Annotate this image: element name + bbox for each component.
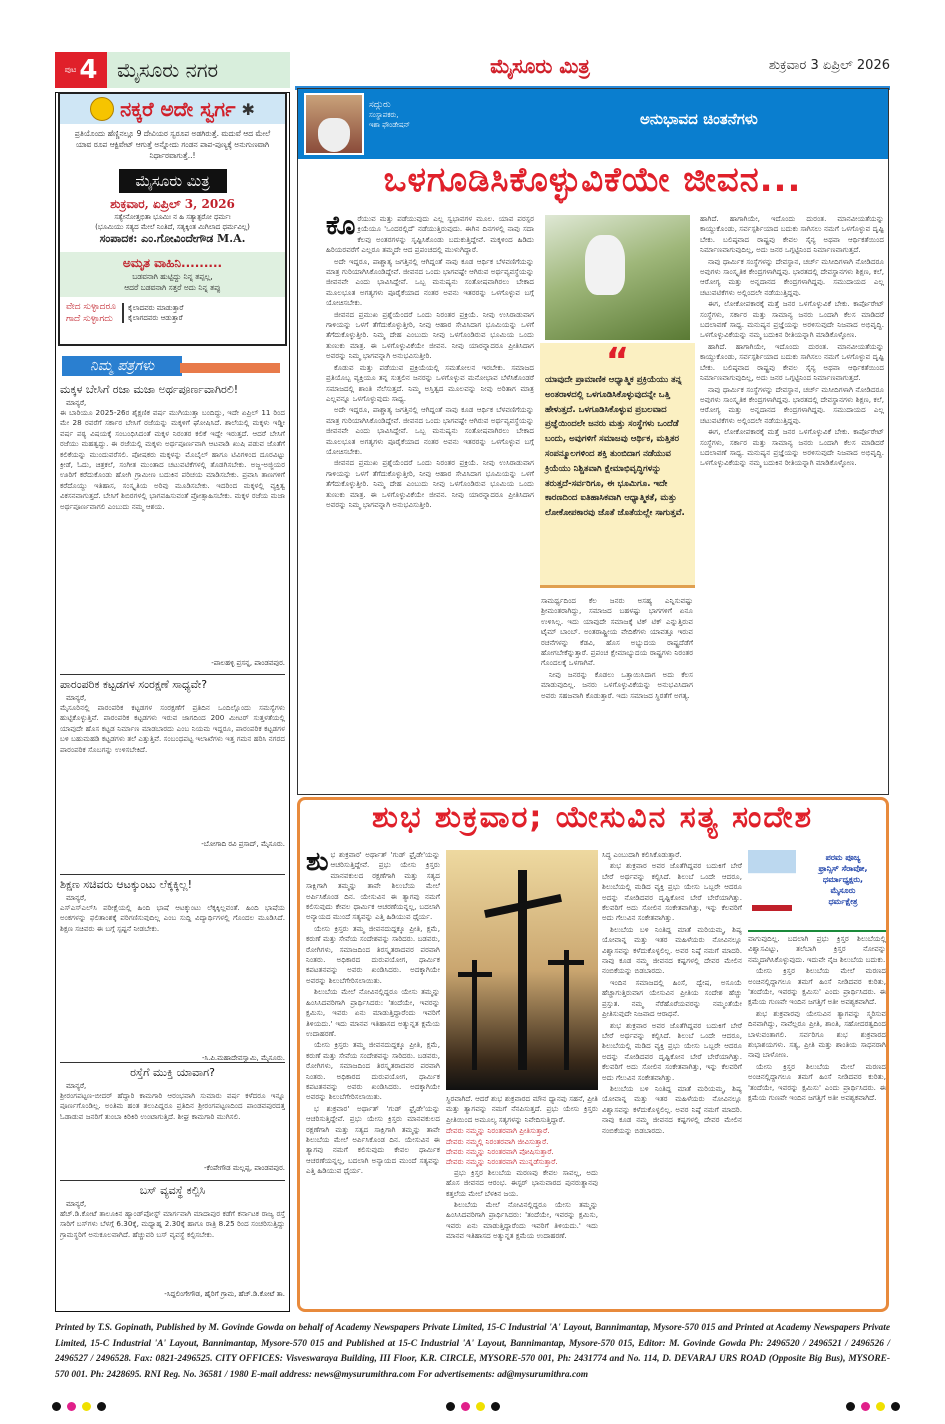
letter-title: ಬಸ್ ವ್ಯವಸ್ಥೆ ಕಲ್ಪಿಸಿ [60, 1180, 285, 1198]
section-name: ಮೈಸೂರು ನಗರ [117, 58, 219, 82]
crucifixion-image [446, 850, 598, 1090]
pull-quote: “ ಯಾವುದೇ ಪ್ರಾಮಾಣಿಕ ಆಧ್ಯಾತ್ಮಿಕ ಪ್ರಕ್ರಿಯೆಯು ತನ್ನ ಅಂತರಾಳದಲ್ಲಿ ಒಳಗೂಡಿಸಿಕೊಳ್ಳುವುದನ್ನೇ ಒತ್ತಿ ಹೇಳುತ್ತದೆ. ಒಳಗೂಡಿಸಿಕೊಳ್ಳುವ ಪ್ರಬಲವಾದ ಪ್ರಜ್ಞೆಯಿಂದಲೇ ಜನರು ಮತ್ತು ಸಂಸ್ಥೆಗಳು ಒಂದೆಡೆ ಬಂದು, ಅವುಗಳಿಗೆ ಸಮಾಜವು ಆರ್ಥಿಕ, ಮತ್ತಿತರ ಸಂಪನ್ಮೂಲಗಳಿಂದ ಶಕ್ತಿ ತುಂಬಿದಾಗ ನಡೆಯುವ ಕ್ರಿಯೆಯು ನಿಶ್ಚಿತವಾಗಿ ಕ್ಷೇಮಾಭಿವೃದ್ಧಿಗಳನ್ನು ತರುತ್ತದೆ-ಸರ್ವರಿಗೂ, ಈ ಭೂಮಿಗೂ. ಇದೇ ಕಾರಣದಿಂದ ಐತಿಹಾಸಿಕವಾಗಿ ಆಧ್ಯಾತ್ಮಿಕತೆ, ಮತ್ತು ಲೋಕೋಪಕಾರವು ಜೊತೆ ಜೊತೆಯಲ್ಲೇ ಸಾಗುತ್ತವೆ. [540, 343, 695, 588]
article-column: ವಾಗುವುದಿಲ್ಲ. ಬದಲಾಗಿ ಪ್ರಭು ಕ್ರಿಸ್ತರ ಶಿಲುಬೆಯಲ್ಲಿ ವಿಶ್ವಾಸವಿಟ್ಟು, ತಲೆಬಾಗಿ ಕ್ರಿಸ್ತರ ನೋವನ್ನು ನಮ್ಮದಾಗಿಸಿಕೊಳ್ಳುವುದು. ಇದುವೇ ನೈಜ ಶಿಲುಬೆಯ ಬದುಕು. ಯೇಸು ಕ್ರಿಸ್ತರ ಶಿಲುಬೆಯ ಮೇಲೆ ಮರಣದ ಅಂಚಿನಲ್ಲಿದ್ದಾಗಲೂ ತಮಗೆ ಹಿಂಸೆ ನೀಡಿದವರ ಕುರಿತು, 'ತಂದೆಯೇ, ಇವರನ್ನು ಕ್ಷಮಿಸು' ಎಂದು ಪ್ರಾರ್ಥಿಸಿದರು. ಈ ಕ್ಷಮೆಯ ಗುಣವೇ ಇಂದಿನ ಜಗತ್ತಿಗೆ ಅತೀ ಅವಶ್ಯಕವಾಗಿದೆ. ಶುಭ ಶುಕ್ರವಾರವು ಯೇಸುವಿನ ತ್ಯಾಗವನ್ನು ಸ್ಮರಿಸುವ ದಿನವಾಗಿದ್ದು, ನಾವೆಲ್ಲರೂ ಪ್ರೀತಿ, ಶಾಂತಿ, ಸಹೋದರತ್ವದಿಂದ ಬಾಳುವಂತಾಗಲಿ. ಸರ್ವರಿಗೂ ಶುಭ ಶುಕ್ರವಾರದ ಶುಭಾಶಯಗಳು. ಸತ್ಯ, ಪ್ರೀತಿ ಮತ್ತು ಶಾಂತಿಯ ಸಾಧನರಾಗಿ ನಾವು ಬಾಳೋಣ. ಯೇಸು ಕ್ರಿಸ್ತರ ಶಿಲುಬೆಯ ಮೇಲೆ ಮರಣದ ಅಂಚಿನಲ್ಲಿದ್ದಾಗಲೂ ತಮಗೆ ಹಿಂಸೆ ನೀಡಿದವರ ಕುರಿತು, 'ತಂದೆಯೇ, ಇವರನ್ನು ಕ್ಷಮಿಸು' ಎಂದು ಪ್ರಾರ್ಥಿಸಿದರು. ಈ ಕ್ಷಮೆಯ ಗುಣವೇ ಇಂದಿನ ಜಗತ್ತಿಗೆ ಅತೀ ಅವಶ್ಯಕವಾಗಿದೆ. [748, 934, 886, 1103]
article-column: ಸ್ಥಿರವಾಗಿದೆ. ಆದರೆ ಶುಭ ಶುಕ್ರವಾರದ ಮೌನ ಧ್ಯಾನವು ಸಹನೆ, ಪ್ರೀತಿ ಮತ್ತು ತ್ಯಾಗವನ್ನು ನಮಗೆ ನೆನಪಿಸುತ್ತದೆ. ಪ್ರಭು ಯೇಸು ಕ್ರಿಸ್ತರು ಪ್ರೀತಿಯಿಂದ ಅಮೂಲ್ಯ ಸತ್ಯಗಳನ್ನು ನಿವೇದಿಸುತ್ತಿದ್ದಾರೆ. ದೇವರು ನಮ್ಮನ್ನು ನಿರಂತರವಾಗಿ ಪ್ರೀತಿಸುತ್ತಾರೆ. ದೇವರು ನಮ್ಮಲ್ಲಿ ನಿರಂತರವಾಗಿ ಜೀವಿಸುತ್ತಾರೆ. ದೇವರು ನಮ್ಮನ್ನು ನಿರಂತರವಾಗಿ ಪೋಷಿಸುತ್ತಾರೆ. ದೇವರು ನಮ್ಮನ್ನು ನಿರಂತರವಾಗಿ ಮುನ್ನಡೆಸುತ್ತಾರೆ. ಪ್ರಭು ಕ್ರಿಸ್ತರ ಶಿಲುಬೆಯ ಮರಣವು ಕೇವಲ ಸಾವಲ್ಲ, ಅದು ಹೊಸ ಜೀವನದ ಆರಂಭ. ಈಸ್ಟರ್ ಭಾನುವಾರದ ಪುನರುತ್ಥಾನವು ಕತ್ತಲೆಯ ಮೇಲೆ ಬೆಳಕಿನ ಜಯ. ಶಿಲುಬೆಯ ಮೇಲೆ ನೋವಿನಲ್ಲಿದ್ದರೂ ಯೇಸು ತಮ್ಮನ್ನು ಹಿಂಸಿಸಿದವರಿಗಾಗಿ ಪ್ರಾರ್ಥಿಸಿದರು: 'ತಂದೆಯೇ, ಇವರನ್ನು ಕ್ಷಮಿಸು, ಇವರು ಏನು ಮಾಡುತ್ತಿದ್ದಾರೆಂದು ಇವರಿಗೆ ತಿಳಿಯದು.' ಇದು ಮಾನವ ಇತಿಹಾಸದ ಅತ್ಯುನ್ನತ ಕ್ಷಮೆಯ ಉದಾಹರಣೆ. [446, 1094, 598, 1241]
letter-body: ಎಸ್ಎಸ್ಎಲ್‌ಸಿ ಪರೀಕ್ಷೆಯಲ್ಲಿ ಹಿಂದಿ ಭಾಷೆ ಆಟಕ್ಕುಂಟು ಲೆಕ್ಕಕ್ಕಿಲ್ಲವಂತೆ. ಹಿಂದಿ ಭಾಷೆಯ ಅಂಕಗಳನ್ನು ಫಲಿತಾಂಶಕ್ಕೆ ಪರಿಗಣಿಸುವುದಿಲ್ಲ ಎಂಬ ಸುದ್ದಿ ವಿದ್ಯಾರ್ಥಿಗಳಲ್ಲಿ ಗೊಂದಲ ಮೂಡಿಸಿದೆ. ಶಿಕ್ಷಣ ಸಚಿವರು ಈ ಬಗ್ಗೆ ಸ್ಪಷ್ಟನೆ ನೀಡಬೇಕು. [60, 903, 285, 933]
amrita-vahini: ಅಮೃತ ವಾಹಿನಿ......... ಬಡವನಾಗಿ ಹುಟ್ಟಿದ್ದು ನಿನ್ನ ತಪ್ಪಲ್ಲ, ಆದರೆ ಬಡವನಾಗಿ ಸತ್ತರೆ ಅದು ನಿನ್ನ ತಪ್ಪು [60, 252, 285, 297]
registration-marks [846, 1402, 900, 1411]
bishop-photo [748, 850, 796, 926]
letter-signature: -ಪಾಲಹಳ್ಳಿ ಪ್ರಸನ್ನ, ಪಾಂಡವಪುರ. [211, 659, 285, 667]
author-caption: ಸದ್ಗುರು ಸಂಸ್ಥಾಪಕರು, ಇಶಾ ಫೌಂಡೇಷನ್ [369, 100, 410, 129]
letter-title: ಪಾರಂಪರಿಕ ಕಟ್ಟಡಗಳ ಸಂರಕ್ಷಣೆ ಸಾಧ್ಯವೇ? [60, 674, 285, 692]
page-number: 4 [79, 55, 98, 85]
highlight-line: ದೇವರು ನಮ್ಮಲ್ಲಿ ನಿರಂತರವಾಗಿ ಜೀವಿಸುತ್ತಾರೆ. [446, 1136, 549, 1146]
letters-banner: ನಿಮ್ಮ ಪತ್ರಗಳು [62, 356, 182, 376]
article-column: ಸಾಮರ್ಥ್ಯದಿಂದ ಕೆಲ ಜನರು ಅಸಹ್ಯ ಎನ್ನಿಸುವಷ್ಟು ಶ್ರೀಮಂತರಾಗಿದ್ದು, ಸಮಾಜದ ಬಹಳಷ್ಟು ಭಾಗಗಳಿಗೆ ಏನೂ ಉಳಿಸಿಲ್ಲ. ಇದು ಯಾವುದೇ ಸಮಾಜಕ್ಕೆ ಟಿಕ್ ಟಿಕ್ ಎನ್ನುತ್ತಿರುವ ಟೈಮ್ ಬಾಂಬ್. ಅಂತರಾಷ್ಟ್ರೀಯ ವೇದಿಕೆಗಳು ಯಾವತ್ತೂ ಇರುವ ರಚನೆಗಳನ್ನು ಕೆಡವಿ, ಹೊಸ ಅಭ್ಯುದಯ ರಾಷ್ಟ್ರದೆಡೆಗೆ ಹೋಗಬೇಕೆನ್ನುತ್ತಾರೆ. ಪ್ರಪಂಚ ಕ್ಷೇಮಾಭ್ಯುದಯ ರಾಷ್ಟ್ರಗಳು ನಿರಂತರ ಗೊಂದಲಕ್ಕೆ ಒಳಗಾಗಿವೆ. ನೀವು ಜನರನ್ನು ಕೊಡಲು ಒತ್ತಾಯಿಸಿದಾಗ ಅದು ಕೆಲಸ ಮಾಡುವುದಿಲ್ಲ. ಜನರು ಒಳಗೊಳ್ಳುವಿಕೆಯನ್ನು ಅನುಭವಿಸಿದಾಗ ಅವರು ಸಹಜವಾಗಿ ಕೊಡುತ್ತಾರೆ. ಇದು ಸಮಾಜದ ಸ್ಥಿರತೆಗೆ ಅಗತ್ಯ. [541, 596, 693, 700]
proverb: ವೇದ ಸುಳ್ಳಾದರೂ ಗಾದೆ ಸುಳ್ಳಾಗದು ಕೈಲಾದವರು ಮಾಡುತ್ತಾರೆ ಕೈಲಾಗದವರು ಆಡುತ್ತಾರೆ [66, 302, 184, 324]
letter-signature: -ಬೋಗಾದಿ ರವಿ ಪ್ರಸಾದ್, ಮೈಸೂರು. [201, 840, 285, 848]
laughing-face-icon [90, 97, 114, 121]
cross-icon [518, 870, 527, 1070]
author-photo-beard [318, 118, 350, 152]
drop-cap: ಕೊ [326, 214, 356, 241]
imprint-footer: Printed by T.S. Gopinath, Published by M. Govinde Gowda on behalf of Academy Newspapers Private Limited, 15-C Industrial 'A' Layout, Bannimantap, Mysore-570 015 and Printed at Academy Newspapers Private Limited, 15-C Industrial 'A' Layout, Bannimantap, Mysore-570 015 and Published at 15-C Industrial 'A' Layout, Bannimantap, Mysore-570 015, Editor: M. Govinde Gowda Ph: 2496520 / 2496521 / 2496526 / 2496527 / 2496528. Fax: 0821-2496525. CITY OFFICES: Visveswaraya Building, III Floor, K.R. CIRCLE, MYSORE-570 001, Ph: 2431774 and No. 114, D. DEVARAJ URS ROAD (Opposite Big Bus), MYSORE-570 001. Ph: 2428695. RNI Reg. No. 36581 / 1980 E-mail address: news@mysurumithra.com For advertisements: ad@mysurumithra.com [55, 1323, 890, 1380]
letters-banner-bar [180, 363, 280, 373]
letter-signature: -ಸಿದ್ದಲಿಂಗೇಗೌಡ, ಹೈರಿಗೆ ಗ್ರಾಮ, ಹೆಚ್.ಡಿ.ಕೋಟೆ ತಾ. [164, 1290, 285, 1298]
letter: ಪಾರಂಪರಿಕ ಕಟ್ಟಡಗಳ ಸಂರಕ್ಷಣೆ ಸಾಧ್ಯವೇ? ಮಾನ್ಯರೆ, ಮೈಸೂರಿನಲ್ಲಿ ಪಾರಂಪರಿಕ ಕಟ್ಟಡಗಳ ಸಂರಕ್ಷಣೆಗೆ ಪ್ರತಿದಿನ ಒಂದಿಲ್ಲೊಂದು ಸಮಸ್ಯೆಗಳು ಹುಟ್ಟಿಕೊಳ್ಳುತ್ತಿವೆ. ಪಾರಂಪರಿಕ ಕಟ್ಟಡಗಳು ಇರುವ ಜಾಗದಿಂದ 200 ಮೀಟರ್ ಸುತ್ತಳತೆಯಲ್ಲಿ ಯಾವುದೇ ಹೊಸ ಕಟ್ಟಡ ನಿರ್ಮಾಣ ಮಾಡಬಾರದು ಎಂಬ ನಿಯಮ ಇದ್ದರೂ, ಪಾರಂಪರಿಕ ಕಟ್ಟಡಗಳ ಬಳಿ ಬಹುಮಹಡಿ ಕಟ್ಟಡಗಳು ತಲೆ ಎತ್ತುತ್ತಿವೆ. ಸಂಬಂಧಪಟ್ಟ ಇಲಾಖೆಗಳು ಇತ್ತ ಗಮನ ಹರಿಸಿ ನಗರದ ಪಾರಂಪರಿಕ ಸೊಬಗನ್ನು ಉಳಿಸಬೇಕಿದೆ. -ಬೋಗಾದಿ ರವಿ ಪ್ರಸಾದ್, ಮೈಸೂರು. [60, 674, 285, 860]
letter-body: ಹೆಚ್.ಡಿ.ಕೋಟೆ ತಾಲೂಕಿನ ಹ್ಯಾಂಡ್‌ಪೋಸ್ಟ್ ಮಾರ್ಗವಾಗಿ ಮಾದಾಪುರ ಕಡೆಗೆ ಕರ್ನಾಟಕ ರಾಜ್ಯ ರಸ್ತೆ ಸಾರಿಗೆ ಬಸ್‌ಗಳು ಬೆಳಗ್ಗೆ 6.30ಕ್ಕೆ, ಮಧ್ಯಾಹ್ನ 2.30ಕ್ಕೆ ಹಾಗೂ ರಾತ್ರಿ 8.25 ರಿಂದ ಸಂಚರಿಸುತ್ತಿದ್ದು ಗ್ರಾಮಸ್ಥರಿಗೆ ಅನುಕೂಲವಾಗಿದೆ. ಹೆಚ್ಚುವರಿ ಬಸ್ ವ್ಯವಸ್ಥೆ ಕಲ್ಪಿಸಬೇಕು. [60, 1209, 285, 1239]
article-column: ಶು ಭ ಶುಕ್ರವಾರ' ಅರ್ಥಾತ್ 'ಗುಡ್ ಫ್ರೈಡೇ'ಯನ್ನು ಆಚರಿಸುತ್ತಿದ್ದೇವೆ. ಪ್ರಭು ಯೇಸು ಕ್ರಿಸ್ತರು ಮಾನವಕುಲದ ರಕ್ಷಣೆಗಾಗಿ ಮತ್ತು ಸತ್ಯದ ಸಾಕ್ಷಿಗಾಗಿ ತಮ್ಮನ್ನು ತಾವೇ ಶಿಲುಬೆಯ ಮೇಲೆ ಅರ್ಪಿಸಿಕೊಂಡ ದಿನ. ಯೇಸುವಿನ ಈ ತ್ಯಾಗವು ನಮಗೆ ಕಲಿಸುವುದು ಕೇವಲ ಧಾರ್ಮಿಕ ಆಚರಣೆಯನ್ನಲ್ಲ, ಬದಲಾಗಿ ಅನ್ಯಾಯದ ಮುಂದೆ ಸತ್ಯವನ್ನು ಎತ್ತಿ ಹಿಡಿಯುವ ಧೈರ್ಯ. ಯೇಸು ಕ್ರಿಸ್ತರು ತಮ್ಮ ಜೀವನದುದ್ದಕ್ಕೂ ಪ್ರೀತಿ, ಕ್ಷಮೆ, ಕರುಣೆ ಮತ್ತು ಸೇವೆಯ ಸಂದೇಶವನ್ನು ಸಾರಿದರು. ಬಡವರು, ರೋಗಿಗಳು, ಸಮಾಜದಿಂದ ತಿರಸ್ಕೃತರಾದವರ ಪರವಾಗಿ ನಿಂತರು. ಅಧಿಕಾರದ ದುರುಪಯೋಗ, ಧಾರ್ಮಿಕ ಕಪಟತನವನ್ನು ಅವರು ಖಂಡಿಸಿದರು. ಅದಕ್ಕಾಗಿಯೇ ಅವರನ್ನು ಶಿಲುಬೆಗೇರಿಸಲಾಯಿತು. ಶಿಲುಬೆಯ ಮೇಲೆ ನೋವಿನಲ್ಲಿದ್ದರೂ ಯೇಸು ತಮ್ಮನ್ನು ಹಿಂಸಿಸಿದವರಿಗಾಗಿ ಪ್ರಾರ್ಥಿಸಿದರು: 'ತಂದೆಯೇ, ಇವರನ್ನು ಕ್ಷಮಿಸು, ಇವರು ಏನು ಮಾಡುತ್ತಿದ್ದಾರೆಂದು ಇವರಿಗೆ ತಿಳಿಯದು.' ಇದು ಮಾನವ ಇತಿಹಾಸದ ಅತ್ಯುನ್ನತ ಕ್ಷಮೆಯ ಉದಾಹರಣೆ. ಯೇಸು ಕ್ರಿಸ್ತರು ತಮ್ಮ ಜೀವನದುದ್ದಕ್ಕೂ ಪ್ರೀತಿ, ಕ್ಷಮೆ, ಕರುಣೆ ಮತ್ತು ಸೇವೆಯ ಸಂದೇಶವನ್ನು ಸಾರಿದರು. ಬಡವರು, ರೋಗಿಗಳು, ಸಮಾಜದಿಂದ ತಿರಸ್ಕೃತರಾದವರ ಪರವಾಗಿ ನಿಂತರು. ಅಧಿಕಾರದ ದುರುಪಯೋಗ, ಧಾರ್ಮಿಕ ಕಪಟತನವನ್ನು ಅವರು ಖಂಡಿಸಿದರು. ಅದಕ್ಕಾಗಿಯೇ ಅವರನ್ನು ಶಿಲುಬೆಗೇರಿಸಲಾಯಿತು. ಭ ಶುಕ್ರವಾರ' ಅರ್ಥಾತ್ 'ಗುಡ್ ಫ್ರೈಡೇ'ಯನ್ನು ಆಚರಿಸುತ್ತಿದ್ದೇವೆ. ಪ್ರಭು ಯೇಸು ಕ್ರಿಸ್ತರು ಮಾನವಕುಲದ ರಕ್ಷಣೆಗಾಗಿ ಮತ್ತು ಸತ್ಯದ ಸಾಕ್ಷಿಗಾಗಿ ತಮ್ಮನ್ನು ತಾವೇ ಶಿಲುಬೆಯ ಮೇಲೆ ಅರ್ಪಿಸಿಕೊಂಡ ದಿನ. ಯೇಸುವಿನ ಈ ತ್ಯಾಗವು ನಮಗೆ ಕಲಿಸುವುದು ಕೇವಲ ಧಾರ್ಮಿಕ ಆಚರಣೆಯನ್ನಲ್ಲ, ಬದಲಾಗಿ ಅನ್ಯಾಯದ ಮುಂದೆ ಸತ್ಯವನ್ನು ಎತ್ತಿ ಹಿಡಿಯುವ ಧೈರ್ಯ. [306, 850, 440, 1176]
letter: ಶಿಕ್ಷಣ ಸಚಿವರು ಆಟಕ್ಕುಂಟು ಲೆಕ್ಕಕ್ಕಿಲ್ಲ! ಮಾನ್ಯರೆ, ಎಸ್ಎಸ್ಎಲ್‌ಸಿ ಪರೀಕ್ಷೆಯಲ್ಲಿ ಹಿಂದಿ ಭಾಷೆ ಆಟಕ್ಕುಂಟು ಲೆಕ್ಕಕ್ಕಿಲ್ಲವಂತೆ. ಹಿಂದಿ ಭಾಷೆಯ ಅಂಕಗಳನ್ನು ಫಲಿತಾಂಶಕ್ಕೆ ಪರಿಗಣಿಸುವುದಿಲ್ಲ ಎಂಬ ಸುದ್ದಿ ವಿದ್ಯಾರ್ಥಿಗಳಲ್ಲಿ ಗೊಂದಲ ಮೂಡಿಸಿದೆ. ಶಿಕ್ಷಣ ಸಚಿವರು ಈ ಬಗ್ಗೆ ಸ್ಪಷ್ಟನೆ ನೀಡಬೇಕು. -ಸಿ.ಪಿ.ಮಹಾದೇವಸ್ವಾಮಿ, ಮೈಸೂರು. [60, 874, 285, 1074]
letter-signature: -ಸಿ.ಪಿ.ಮಹಾದೇವಸ್ವಾಮಿ, ಮೈಸೂರು. [201, 1054, 285, 1062]
registration-marks [52, 1402, 106, 1411]
masthead-logo: ಮೈಸೂರು ಮಿತ್ರ [490, 54, 590, 78]
letter-body: ಮೈಸೂರಿನಲ್ಲಿ ಪಾರಂಪರಿಕ ಕಟ್ಟಡಗಳ ಸಂರಕ್ಷಣೆಗೆ ಪ್ರತಿದಿನ ಒಂದಿಲ್ಲೊಂದು ಸಮಸ್ಯೆಗಳು ಹುಟ್ಟಿಕೊಳ್ಳುತ್ತಿವೆ. ಪಾರಂಪರಿಕ ಕಟ್ಟಡಗಳು ಇರುವ ಜಾಗದಿಂದ 200 ಮೀಟರ್ ಸುತ್ತಳತೆಯಲ್ಲಿ ಯಾವುದೇ ಹೊಸ ಕಟ್ಟಡ ನಿರ್ಮಾಣ ಮಾಡಬಾರದು ಎಂಬ ನಿಯಮ ಇದ್ದರೂ, ಪಾರಂಪರಿಕ ಕಟ್ಟಡಗಳ ಬಳಿ ಬಹುಮಹಡಿ ಕಟ್ಟಡಗಳು ತಲೆ ಎತ್ತುತ್ತಿವೆ. ಸಂಬಂಧಪಟ್ಟ ಇಲಾಖೆಗಳು ಇತ್ತ ಗಮನ ಹರಿಸಿ ನಗರದ ಪಾರಂಪರಿಕ ಸೊಬಗನ್ನು ಉಳಿಸಬೇಕಿದೆ. [60, 703, 285, 754]
joke-text: ಪ್ರತಿಯೊಂದು ಹೆಣ್ಣಿನಲ್ಲೂ 9 ದೇವಿಯರ ಸ್ವರೂಪ ಅಡಗಿರುತ್ತೆ. ಮದುವೆ ಆದ ಮೇಲೆ ಯಾವ ರೂಪ ಆಕ್ಟಿವೇಟ್ ಆಗುತ್ತೆ ಅನ್ನೋದು ಗಂಡನ ಪಾಪ-ಪುಣ್ಯಕ್ಕೆ ಅನುಗುಣವಾಗಿ ನಿರ್ಧಾರವಾಗುತ್ತೆ..! [74, 129, 271, 160]
article-column: ಹಾಗಿದೆ. ಹಾಗಾಗಿಯೇ, ಇದೊಂದು ದುರಂತ. ಮಾನವೀಯತೆಯನ್ನು ಕಾಯ್ದುಕೊಂಡು, ಸರ್ವಸ್ಪರ್ಶಿಯಾದ ಬದುಕು ಸಾಗಿಸಲು ನಮಗೆ ಒಳಗೊಳ್ಳುವ ದೃಷ್ಟಿ ಬೇಕು. ಬಲಿಷ್ಠವಾದ ರಾಷ್ಟ್ರವು ಕೇವಲ ಸೈನ್ಯ ಅಥವಾ ಆರ್ಥಿಕತೆಯಿಂದ ನಿರ್ಮಾಣವಾಗುವುದಿಲ್ಲ, ಅದು ಜನರ ಒಗ್ಗಟ್ಟಿನಿಂದ ನಿರ್ಮಾಣವಾಗುತ್ತದೆ. ನಾವು ಧಾರ್ಮಿಕ ಸಂಸ್ಥೆಗಳನ್ನು ದೇವಸ್ಥಾನ, ಚರ್ಚ್ ಮಸೀದಿಗಳಾಗಿ ನೋಡಿದರೂ ಅವುಗಳು ಸಾಂಸ್ಕೃತಿಕ ಕೇಂದ್ರಗಳಾಗಿದ್ದವು. ಭಾರತದಲ್ಲಿ ದೇವಸ್ಥಾನಗಳು ಶಿಕ್ಷಣ, ಕಲೆ, ಆರೋಗ್ಯ ಮತ್ತು ಅನ್ನದಾನದ ಕೇಂದ್ರಗಳಾಗಿದ್ದವು. ಸಮುದಾಯದ ಎಲ್ಲ ಚಟುವಟಿಕೆಗಳು ಅಲ್ಲಿಂದಲೇ ನಡೆಯುತ್ತಿದ್ದವು. ಈಗ, ಲೋಕೋಪಕಾರಕ್ಕೆ ಮತ್ತೆ ಜನರ ಒಳಗೊಳ್ಳುವಿಕೆ ಬೇಕು. ಕಾರ್ಪೊರೇಟ್ ಸಂಸ್ಥೆಗಳು, ಸರ್ಕಾರ ಮತ್ತು ಸಾಮಾನ್ಯ ಜನರು ಒಂದಾಗಿ ಕೆಲಸ ಮಾಡಿದರೆ ಬದಲಾವಣೆ ಸಾಧ್ಯ. ಮನುಷ್ಯನ ಪ್ರಜ್ಞೆಯನ್ನು ಅರಳಿಸುವುದೇ ನಿಜವಾದ ಅಭಿವೃದ್ಧಿ. ಒಳಗೊಳ್ಳುವಿಕೆಯನ್ನು ನಮ್ಮ ಬದುಕಿನ ರೀತಿಯನ್ನಾಗಿ ಮಾಡಿಕೊಳ್ಳೋಣ. ಹಾಗಿದೆ. ಹಾಗಾಗಿಯೇ, ಇದೊಂದು ದುರಂತ. ಮಾನವೀಯತೆಯನ್ನು ಕಾಯ್ದುಕೊಂಡು, ಸರ್ವಸ್ಪರ್ಶಿಯಾದ ಬದುಕು ಸಾಗಿಸಲು ನಮಗೆ ಒಳಗೊಳ್ಳುವ ದೃಷ್ಟಿ ಬೇಕು. ಬಲಿಷ್ಠವಾದ ರಾಷ್ಟ್ರವು ಕೇವಲ ಸೈನ್ಯ ಅಥವಾ ಆರ್ಥಿಕತೆಯಿಂದ ನಿರ್ಮಾಣವಾಗುವುದಿಲ್ಲ, ಅದು ಜನರ ಒಗ್ಗಟ್ಟಿನಿಂದ ನಿರ್ಮಾಣವಾಗುತ್ತದೆ. ನಾವು ಧಾರ್ಮಿಕ ಸಂಸ್ಥೆಗಳನ್ನು ದೇವಸ್ಥಾನ, ಚರ್ಚ್ ಮಸೀದಿಗಳಾಗಿ ನೋಡಿದರೂ ಅವುಗಳು ಸಾಂಸ್ಕೃತಿಕ ಕೇಂದ್ರಗಳಾಗಿದ್ದವು. ಭಾರತದಲ್ಲಿ ದೇವಸ್ಥಾನಗಳು ಶಿಕ್ಷಣ, ಕಲೆ, ಆರೋಗ್ಯ ಮತ್ತು ಅನ್ನದಾನದ ಕೇಂದ್ರಗಳಾಗಿದ್ದವು. ಸಮುದಾಯದ ಎಲ್ಲ ಚಟುವಟಿಕೆಗಳು ಅಲ್ಲಿಂದಲೇ ನಡೆಯುತ್ತಿದ್ದವು. ಈಗ, ಲೋಕೋಪಕಾರಕ್ಕೆ ಮತ್ತೆ ಜನರ ಒಳಗೊಳ್ಳುವಿಕೆ ಬೇಕು. ಕಾರ್ಪೊರೇಟ್ ಸಂಸ್ಥೆಗಳು, ಸರ್ಕಾರ ಮತ್ತು ಸಾಮಾನ್ಯ ಜನರು ಒಂದಾಗಿ ಕೆಲಸ ಮಾಡಿದರೆ ಬದಲಾವಣೆ ಸಾಧ್ಯ. ಮನುಷ್ಯನ ಪ್ರಜ್ಞೆಯನ್ನು ಅರಳಿಸುವುದೇ ನಿಜವಾದ ಅಭಿವೃದ್ಧಿ. ಒಳಗೊಳ್ಳುವಿಕೆಯನ್ನು ನಮ್ಮ ಬದುಕಿನ ರೀತಿಯನ್ನಾಗಿ ಮಾಡಿಕೊಳ್ಳೋಣ. [700, 214, 884, 468]
letter-title: ಶಿಕ್ಷಣ ಸಚಿವರು ಆಟಕ್ಕುಂಟು ಲೆಕ್ಕಕ್ಕಿಲ್ಲ! [60, 874, 285, 892]
highlight-line: ದೇವರು ನಮ್ಮನ್ನು ನಿರಂತರವಾಗಿ ಪ್ರೀತಿಸುತ್ತಾರೆ. [446, 1126, 550, 1136]
editor-name: ಸಂಪಾದಕ: ಎಂ.ಗೋವಿಂದೇಗೌಡ M.A. [99, 232, 246, 245]
bishop-caption: ಪರಮ ಪೂಜ್ಯ ಫ್ರಾನ್ಸಿಸ್ ಸೆರಾವೋ, ಧರ್ಮಾಧ್ಯಕ್ಷರು, ಮೈಸೂರು ಧರ್ಮಕ್ಷೇತ್ರ [818, 853, 868, 906]
mini-masthead: ಮೈಸೂರು ಮಿತ್ರ [119, 169, 227, 193]
letter-title: ರಸ್ತೆಗೆ ಮುಕ್ತಿ ಯಾವಾಗ? [60, 1062, 285, 1080]
article-column: ಸಿದ್ಧ ಎಂಬುದಾಗಿ ಕಲಿಸಿಕೊಡುತ್ತಾರೆ. ಶುಭ ಶುಕ್ರವಾರ ಅವರ ಜೊತೆಗಿದ್ದವರ ಬದುಕಿಗೆ ಬೇರೆ ಬೇರೆ ಅರ್ಥವನ್ನು ಕಲ್ಪಿಸಿದೆ. ಶಿಲುಬೆ ಒಂದೇ ಆದರೂ, ಶಿಲುಬೆಯಲ್ಲಿ ಮಡಿದ ವ್ಯಕ್ತಿ ಪ್ರಭು ಯೇಸು ಒಬ್ಬರೇ ಆದರೂ ಅದನ್ನು ನೋಡಿದವರ ದೃಷ್ಟಿಕೋನ ಬೇರೆ ಬೇರೆಯಾಗಿತ್ತು. ಕೆಲವರಿಗೆ ಅದು ಸೋಲಿನ ಸಂಕೇತವಾಗಿತ್ತು, ಇನ್ನು ಕೆಲವರಿಗೆ ಅದು ಗೆಲುವಿನ ಸಂಕೇತವಾಗಿತ್ತು. ಶಿಲುಬೆಯ ಬಳಿ ನಿಂತಿದ್ದ ಮಾತೆ ಮರಿಯಮ್ಮ, ಶಿಷ್ಯ ಯೋವಾನ್ನ ಮತ್ತು ಇತರ ಮಹಿಳೆಯರು ನೋವಿನಲ್ಲೂ ವಿಶ್ವಾಸವನ್ನು ಕಳೆದುಕೊಳ್ಳಲಿಲ್ಲ. ಅವರ ನಿಷ್ಠೆ ನಮಗೆ ಮಾದರಿ. ನಾವು ಕೂಡ ನಮ್ಮ ಜೀವನದ ಕಷ್ಟಗಳಲ್ಲಿ ದೇವರ ಮೇಲಿನ ನಂಬಿಕೆಯನ್ನು ಬಿಡಬಾರದು. ಇಂದಿನ ಸಮಾಜದಲ್ಲಿ ಹಿಂಸೆ, ದ್ವೇಷ, ಅಸೂಯೆ ಹೆಚ್ಚಾಗುತ್ತಿರುವಾಗ ಯೇಸುವಿನ ಪ್ರೀತಿಯ ಸಂದೇಶ ಹೆಚ್ಚು ಪ್ರಸ್ತುತ. ನಮ್ಮ ನೆರೆಹೊರೆಯವರನ್ನು ನಮ್ಮಂತೆಯೇ ಪ್ರೀತಿಸುವುದೇ ನಿಜವಾದ ಆರಾಧನೆ. ಶುಭ ಶುಕ್ರವಾರ ಅವರ ಜೊತೆಗಿದ್ದವರ ಬದುಕಿಗೆ ಬೇರೆ ಬೇರೆ ಅರ್ಥವನ್ನು ಕಲ್ಪಿಸಿದೆ. ಶಿಲುಬೆ ಒಂದೇ ಆದರೂ, ಶಿಲುಬೆಯಲ್ಲಿ ಮಡಿದ ವ್ಯಕ್ತಿ ಪ್ರಭು ಯೇಸು ಒಬ್ಬರೇ ಆದರೂ ಅದನ್ನು ನೋಡಿದವರ ದೃಷ್ಟಿಕೋನ ಬೇರೆ ಬೇರೆಯಾಗಿತ್ತು. ಕೆಲವರಿಗೆ ಅದು ಸೋಲಿನ ಸಂಕೇತವಾಗಿತ್ತು, ಇನ್ನು ಕೆಲವರಿಗೆ ಅದು ಗೆಲುವಿನ ಸಂಕೇತವಾಗಿತ್ತು. ಶಿಲುಬೆಯ ಬಳಿ ನಿಂತಿದ್ದ ಮಾತೆ ಮರಿಯಮ್ಮ, ಶಿಷ್ಯ ಯೋವಾನ್ನ ಮತ್ತು ಇತರ ಮಹಿಳೆಯರು ನೋವಿನಲ್ಲೂ ವಿಶ್ವಾಸವನ್ನು ಕಳೆದುಕೊಳ್ಳಲಿಲ್ಲ. ಅವರ ನಿಷ್ಠೆ ನಮಗೆ ಮಾದರಿ. ನಾವು ಕೂಡ ನಮ್ಮ ಜೀವನದ ಕಷ್ಟಗಳಲ್ಲಿ ದೇವರ ಮೇಲಿನ ನಂಬಿಕೆಯನ್ನು ಬಿಡಬಾರದು. [602, 850, 742, 1135]
quote-mark-icon: “ [605, 341, 630, 382]
joke-title: ನಕ್ಕರೆ ಅದೇ ಸ್ವರ್ಗ ✱ [60, 94, 285, 124]
page-label: ಪುಟ [64, 65, 77, 74]
masthead-box [58, 92, 287, 346]
article-headline: ಶುಭ ಶುಕ್ರವಾರ; ಯೇಸುವಿನ ಸತ್ಯ ಸಂದೇಶ [371, 800, 814, 835]
drop-cap: ಶು [306, 850, 329, 877]
highlight-line: ದೇವರು ನಮ್ಮನ್ನು ನಿರಂತರವಾಗಿ ಪೋಷಿಸುತ್ತಾರೆ. [446, 1147, 554, 1157]
dancing-figure-icon: ✱ [241, 99, 255, 119]
article-headline: ಒಳಗೂಡಿಸಿಕೊಳ್ಳುವಿಕೆಯೇ ಜೀವನ... [383, 160, 802, 200]
motto: ಸತ್ಯೇನೋತ್ತಭಿತಾ ಭೂಮಿಃ ನ ಹಿ ಸತ್ಯಾತ್ಪರೋ ಧರ್ಮಃ (ಭೂಮಿಯು ಸತ್ಯದ ಮೇಲೆ ನಿಂತಿದೆ, ಸತ್ಯಕ್ಕಿಂತ ಮಿಗಿಲಾದ ಧರ್ಮವಿಲ್ಲ) [95, 213, 250, 231]
letter: ಮಕ್ಕಳ ಬೇಸಿಗೆ ರಜಾ ಮಜಾ ಅರ್ಥಪೂರ್ಣವಾಗಿರಲಿ! ಮಾನ್ಯರೆ, ಈ ಬಾರಿಯೂ 2025-26ರ ಶೈಕ್ಷಣಿಕ ವರ್ಷ ಮುಗಿಯುತ್ತಾ ಬಂದಿದ್ದು, ಇದೇ ಏಪ್ರಿಲ್ 11 ರಿಂದ ಮೇ 28 ರವರೆಗೆ ಸರ್ಕಾರ ಬೇಸಿಗೆ ರಜೆಯನ್ನು ಮಕ್ಕಳಿಗೆ ಘೋಷಿಸಿದೆ. ಶಾಲೆಯಲ್ಲಿ ಮಕ್ಕಳು ಇಡ್ಡೀ ವರ್ಷ ಪಠ್ಯ ವಿಷಯಕ್ಕೆ ಸಂಬಂಧಿಸಿದಂತೆ ಮಕ್ಕಳ ನಿರಂತರ ಕಲಿಕೆ ಇದ್ದೇ ಇರುತ್ತದೆ. ಆದರೆ ಬೇಸಿಗೆ ರಜೆಯು ಮಹತ್ವದ್ದು. ಈ ರಜೆಯಲ್ಲಿ ಮಕ್ಕಳು ಅರ್ಥಪೂರ್ಣವಾಗಿ ಆಟವಾಡಿ ಖುಷಿ ಪಡುವ ಜೊತೆಗೆ ಕಲಿಕೆಯನ್ನು ಮುಂದುವರೆಸಲಿ. ಪೋಷಕರು ಮಕ್ಕಳನ್ನು ಮೊಬೈಲ್ ಹಾಗೂ ಟಿವಿಗಳಿಂದ ದೂರವಿಟ್ಟು ಕ್ರೀಡೆ, ಓದು, ಚಿತ್ರಕಲೆ, ಸಂಗೀತ ಮುಂತಾದ ಚಟುವಟಿಕೆಗಳಲ್ಲಿ ತೊಡಗಿಸಬೇಕು. ಅಜ್ಜ-ಅಜ್ಜಿಯರ ಊರಿಗೆ ಕರೆದುಕೊಂಡು ಹೋಗಿ ಗ್ರಾಮೀಣ ಬದುಕಿನ ಪರಿಚಯ ಮಾಡಿಸಬೇಕು. ಪ್ರವಾಸಿ ತಾಣಗಳಿಗೆ ಕರೆದೊಯ್ದು ಇತಿಹಾಸ, ಸಂಸ್ಕೃತಿಯ ಅರಿವು ಮೂಡಿಸಬೇಕು. ಇದರಿಂದ ಮಕ್ಕಳಲ್ಲಿ ವ್ಯಕ್ತಿತ್ವ ವಿಕಸನವಾಗುತ್ತದೆ. ಬೇಸಿಗೆ ಶಿಬಿರಗಳಲ್ಲಿ ಭಾಗವಹಿಸುವಂತೆ ಪ್ರೋತ್ಸಾಹಿಸಬೇಕು. ಮಕ್ಕಳ ರಜೆಯ ಮಜಾ ಅರ್ಥಪೂರ್ಣವಾಗಲಿ ಎಂಬುದು ನಮ್ಮ ಆಶಯ. -ಪಾಲಹಳ್ಳಿ ಪ್ರಸನ್ನ, ಪಾಂಡವಪುರ. [60, 380, 285, 672]
masthead-date: ಶುಕ್ರವಾರ, ಏಪ್ರಿಲ್ 3, 2026 [110, 197, 235, 211]
page-number-badge [55, 52, 107, 88]
series-title: ಅನುಭಾವದ ಚಿಂತನೆಗಳು [640, 110, 758, 128]
article-column: ಕೊ ರೆಯುವ ಮತ್ತು ಪಡೆಯುವುದು ಎಲ್ಲ ಸ್ವಭಾವಗಳ ಮೂಲ. ಯಾವ ಪರಸ್ಪರ ಕ್ರಿಯೆಯೂ 'ಒಂದರಲ್ಲಿದೆ' ನಡೆಯುತ್ತಿರುವುದು. ಈಗಿನ ದಿನಗಳಲ್ಲಿ ನಾವು ಸದಾ ಕೆಲವು ಅಂತರಗಳನ್ನು ಸೃಷ್ಟಿಸಿಕೊಂಡು ಬದುಕುತ್ತಿದ್ದೇವೆ. ಮಕ್ಕಳಿಂದ ಹಿಡಿದು ಹಿರಿಯರವರೆಗೆ ಎಲ್ಲರೂ ತಮ್ಮದೇ ಆದ ಪ್ರಪಂಚದಲ್ಲಿ ಮುಳುಗಿದ್ದಾರೆ. ಅದೇ ಇದ್ದರೂ, ಪಾಶ್ಚಾತ್ಯ ಜಗತ್ತಿನಲ್ಲಿ ಆಗಿದ್ದಂತೆ ನಾವು ಕೂಡ ಆರ್ಥಿಕ ಬೆಳವಣಿಗೆಯನ್ನು ಮಾತ್ರ ಗುರಿಯಾಗಿಸಿಕೊಂಡಿದ್ದೇವೆ. ಜೀವನದ ಒಂದು ಭಾಗವಷ್ಟೇ ಆಗಿರುವ ಅರ್ಥವ್ಯವಸ್ಥೆಯನ್ನು ಜೀವನವೇ ಎಂದು ಭಾವಿಸಿದ್ದೇವೆ. ಒಬ್ಬ ಮನುಷ್ಯನು ಸಂತೋಷವಾಗಿರಲು ಬೇಕಾದ ಮೂಲಭೂತ ಅಗತ್ಯಗಳು ಪೂರೈಕೆಯಾದ ನಂತರ ಅವನು ಇತರರನ್ನು ಒಳಗೊಳ್ಳುವ ಬಗ್ಗೆ ಯೋಚಿಸಬೇಕು. ಜೀವನದ ಪ್ರಮುಖ ಪ್ರಶ್ನೆಯೆಂದರೆ ಒಂದು ನಿರಂತರ ಪ್ರಕ್ರಿಯೆ. ನೀವು ಉಸಿರಾಡುವಾಗ ಗಾಳಿಯನ್ನು ಒಳಗೆ ತೆಗೆದುಕೊಳ್ಳುತ್ತೀರಿ, ನೀವು ಆಹಾರ ಸೇವಿಸಿದಾಗ ಭೂಮಿಯನ್ನು ಒಳಗೆ ತೆಗೆದುಕೊಳ್ಳುತ್ತೀರಿ. ನಿಮ್ಮ ದೇಹ ಎಂಬುದು ನೀವು ಒಳಗೊಂಡಿರುವ ಭೂಮಿಯ ಒಂದು ತುಣುಕು ಮಾತ್ರ. ಈ ಒಳಗೊಳ್ಳುವಿಕೆಯೇ ಜೀವನ. ನೀವು ಯಾರನ್ನಾದರೂ ಪ್ರೀತಿಸಿದಾಗ ಅವರನ್ನು ನಿಮ್ಮ ಭಾಗವನ್ನಾಗಿ ಅನುಭವಿಸುತ್ತೀರಿ. ಕೊಡುವ ಮತ್ತು ಪಡೆಯುವ ಪ್ರಕ್ರಿಯೆಯಲ್ಲಿ ಸಮತೋಲನ ಇರಬೇಕು. ಸಮಾಜದ ಪ್ರತಿಯೊಬ್ಬ ವ್ಯಕ್ತಿಯೂ ತನ್ನ ಸುತ್ತಲಿನ ಜನರನ್ನು ಒಳಗೊಳ್ಳುವ ಮನೋಭಾವ ಬೆಳೆಸಿಕೊಂಡರೆ ಸಮಾಜದಲ್ಲಿ ಶಾಂತಿ ನೆಲೆಸುತ್ತದೆ. ನಿಮ್ಮ ಅಸ್ತಿತ್ವದ ಮೂಲವನ್ನು ನೀವು ಅರಿತಾಗ ಮಾತ್ರ ಎಲ್ಲವನ್ನೂ ಒಳಗೊಳ್ಳುವುದು ಸಾಧ್ಯ. ಅದೇ ಇದ್ದರೂ, ಪಾಶ್ಚಾತ್ಯ ಜಗತ್ತಿನಲ್ಲಿ ಆಗಿದ್ದಂತೆ ನಾವು ಕೂಡ ಆರ್ಥಿಕ ಬೆಳವಣಿಗೆಯನ್ನು ಮಾತ್ರ ಗುರಿಯಾಗಿಸಿಕೊಂಡಿದ್ದೇವೆ. ಜೀವನದ ಒಂದು ಭಾಗವಷ್ಟೇ ಆಗಿರುವ ಅರ್ಥವ್ಯವಸ್ಥೆಯನ್ನು ಜೀವನವೇ ಎಂದು ಭಾವಿಸಿದ್ದೇವೆ. ಒಬ್ಬ ಮನುಷ್ಯನು ಸಂತೋಷವಾಗಿರಲು ಬೇಕಾದ ಮೂಲಭೂತ ಅಗತ್ಯಗಳು ಪೂರೈಕೆಯಾದ ನಂತರ ಅವನು ಇತರರನ್ನು ಒಳಗೊಳ್ಳುವ ಬಗ್ಗೆ ಯೋಚಿಸಬೇಕು. ಜೀವನದ ಪ್ರಮುಖ ಪ್ರಶ್ನೆಯೆಂದರೆ ಒಂದು ನಿರಂತರ ಪ್ರಕ್ರಿಯೆ. ನೀವು ಉಸಿರಾಡುವಾಗ ಗಾಳಿಯನ್ನು ಒಳಗೆ ತೆಗೆದುಕೊಳ್ಳುತ್ತೀರಿ, ನೀವು ಆಹಾರ ಸೇವಿಸಿದಾಗ ಭೂಮಿಯನ್ನು ಒಳಗೆ ತೆಗೆದುಕೊಳ್ಳುತ್ತೀರಿ. ನಿಮ್ಮ ದೇಹ ಎಂಬುದು ನೀವು ಒಳಗೊಂಡಿರುವ ಭೂಮಿಯ ಒಂದು ತುಣುಕು ಮಾತ್ರ. ಈ ಒಳಗೊಳ್ಳುವಿಕೆಯೇ ಜೀವನ. ನೀವು ಯಾರನ್ನಾದರೂ ಪ್ರೀತಿಸಿದಾಗ ಅವರನ್ನು ನಿಮ್ಮ ಭಾಗವನ್ನಾಗಿ ಅನುಭವಿಸುತ್ತೀರಿ. [326, 214, 534, 509]
bishop-sash [752, 905, 792, 911]
letter-body: ಶ್ರೀರಂಗಪಟ್ಟಣ-ಬೀದರ್ ಹೆದ್ದಾರಿ ಕಾಮಗಾರಿ ಆರಂಭವಾಗಿ ಸುಮಾರು ವರ್ಷ ಕಳೆದರೂ ಇನ್ನೂ ಪೂರ್ಣಗೊಂಡಿಲ್ಲ. ಅಂತಿಮ ಹಂತ ತಲುಪಿದ್ದರೂ ಪ್ರತಿದಿನ ಶ್ರೀರಂಗಪಟ್ಟಣದಿಂದ ಪಾಂಡವಪುರದತ್ತ ಓಡಾಡುವ ಜನರಿಗೆ ತುಂಬಾ ಕಿರಿಕಿರಿ ಉಂಟಾಗುತ್ತಿದೆ. ಶೀಘ್ರ ಕಾಮಗಾರಿ ಮುಗಿಸಲಿ. [60, 1091, 285, 1121]
article-photo-figure [585, 235, 625, 295]
registration-marks [446, 1402, 500, 1411]
letter-signature: -ಕೆಂಪೇಗೌಡ ಮಲ್ಲಪ್ಪ, ಪಾಂಡವಪುರ. [203, 1164, 285, 1172]
caption-rule [748, 930, 886, 932]
letter: ರಸ್ತೆಗೆ ಮುಕ್ತಿ ಯಾವಾಗ? ಮಾನ್ಯರೆ, ಶ್ರೀರಂಗಪಟ್ಟಣ-ಬೀದರ್ ಹೆದ್ದಾರಿ ಕಾಮಗಾರಿ ಆರಂಭವಾಗಿ ಸುಮಾರು ವರ್ಷ ಕಳೆದರೂ ಇನ್ನೂ ಪೂರ್ಣಗೊಂಡಿಲ್ಲ. ಅಂತಿಮ ಹಂತ ತಲುಪಿದ್ದರೂ ಪ್ರತಿದಿನ ಶ್ರೀರಂಗಪಟ್ಟಣದಿಂದ ಪಾಂಡವಪುರದತ್ತ ಓಡಾಡುವ ಜನರಿಗೆ ತುಂಬಾ ಕಿರಿಕಿರಿ ಉಂಟಾಗುತ್ತಿದೆ. ಶೀಘ್ರ ಕಾಮಗಾರಿ ಮುಗಿಸಲಿ. -ಕೆಂಪೇಗೌಡ ಮಲ್ಲಪ್ಪ, ಪಾಂಡವಪುರ. [60, 1062, 285, 1182]
letter-body: ಈ ಬಾರಿಯೂ 2025-26ರ ಶೈಕ್ಷಣಿಕ ವರ್ಷ ಮುಗಿಯುತ್ತಾ ಬಂದಿದ್ದು, ಇದೇ ಏಪ್ರಿಲ್ 11 ರಿಂದ ಮೇ 28 ರವರೆಗೆ ಸರ್ಕಾರ ಬೇಸಿಗೆ ರಜೆಯನ್ನು ಮಕ್ಕಳಿಗೆ ಘೋಷಿಸಿದೆ. ಶಾಲೆಯಲ್ಲಿ ಮಕ್ಕಳು ಇಡ್ಡೀ ವರ್ಷ ಪಠ್ಯ ವಿಷಯಕ್ಕೆ ಸಂಬಂಧಿಸಿದಂತೆ ಮಕ್ಕಳ ನಿರಂತರ ಕಲಿಕೆ ಇದ್ದೇ ಇರುತ್ತದೆ. ಆದರೆ ಬೇಸಿಗೆ ರಜೆಯು ಮಹತ್ವದ್ದು. ಈ ರಜೆಯಲ್ಲಿ ಮಕ್ಕಳು ಅರ್ಥಪೂರ್ಣವಾಗಿ ಆಟವಾಡಿ ಖುಷಿ ಪಡುವ ಜೊತೆಗೆ ಕಲಿಕೆಯನ್ನು ಮುಂದುವರೆಸಲಿ. ಪೋಷಕರು ಮಕ್ಕಳನ್ನು ಮೊಬೈಲ್ ಹಾಗೂ ಟಿವಿಗಳಿಂದ ದೂರವಿಟ್ಟು ಕ್ರೀಡೆ, ಓದು, ಚಿತ್ರಕಲೆ, ಸಂಗೀತ ಮುಂತಾದ ಚಟುವಟಿಕೆಗಳಲ್ಲಿ ತೊಡಗಿಸಬೇಕು. ಅಜ್ಜ-ಅಜ್ಜಿಯರ ಊರಿಗೆ ಕರೆದುಕೊಂಡು ಹೋಗಿ ಗ್ರಾಮೀಣ ಬದುಕಿನ ಪರಿಚಯ ಮಾಡಿಸಬೇಕು. ಪ್ರವಾಸಿ ತಾಣಗಳಿಗೆ ಕರೆದೊಯ್ದು ಇತಿಹಾಸ, ಸಂಸ್ಕೃತಿಯ ಅರಿವು ಮೂಡಿಸಬೇಕು. ಇದರಿಂದ ಮಕ್ಕಳಲ್ಲಿ ವ್ಯಕ್ತಿತ್ವ ವಿಕಸನವಾಗುತ್ತದೆ. ಬೇಸಿಗೆ ಶಿಬಿರಗಳಲ್ಲಿ ಭಾಗವಹಿಸುವಂತೆ ಪ್ರೋತ್ಸಾಹಿಸಬೇಕು. ಮಕ್ಕಳ ರಜೆಯ ಮಜಾ ಅರ್ಥಪೂರ್ಣವಾಗಲಿ ಎಂಬುದು ನಮ್ಮ ಆಶಯ. [60, 408, 285, 511]
section-header [55, 52, 290, 88]
issue-date: ಶುಕ್ರವಾರ 3 ಏಪ್ರಿಲ್ 2026 [768, 58, 890, 73]
letter-title: ಮಕ್ಕಳ ಬೇಸಿಗೆ ರಜಾ ಮಜಾ ಅರ್ಥಪೂರ್ಣವಾಗಿರಲಿ! [60, 383, 239, 396]
letter: ಬಸ್ ವ್ಯವಸ್ಥೆ ಕಲ್ಪಿಸಿ ಮಾನ್ಯರೆ, ಹೆಚ್.ಡಿ.ಕೋಟೆ ತಾಲೂಕಿನ ಹ್ಯಾಂಡ್‌ಪೋಸ್ಟ್ ಮಾರ್ಗವಾಗಿ ಮಾದಾಪುರ ಕಡೆಗೆ ಕರ್ನಾಟಕ ರಾಜ್ಯ ರಸ್ತೆ ಸಾರಿಗೆ ಬಸ್‌ಗಳು ಬೆಳಗ್ಗೆ 6.30ಕ್ಕೆ, ಮಧ್ಯಾಹ್ನ 2.30ಕ್ಕೆ ಹಾಗೂ ರಾತ್ರಿ 8.25 ರಿಂದ ಸಂಚರಿಸುತ್ತಿದ್ದು ಗ್ರಾಮಸ್ಥರಿಗೆ ಅನುಕೂಲವಾಗಿದೆ. ಹೆಚ್ಚುವರಿ ಬಸ್ ವ್ಯವಸ್ಥೆ ಕಲ್ಪಿಸಬೇಕು. -ಸಿದ್ದಲಿಂಗೇಗೌಡ, ಹೈರಿಗೆ ಗ್ರಾಮ, ಹೆಚ್.ಡಿ.ಕೋಟೆ ತಾ. [60, 1180, 285, 1308]
highlight-line: ದೇವರು ನಮ್ಮನ್ನು ನಿರಂತರವಾಗಿ ಮುನ್ನಡೆಸುತ್ತಾರೆ. [446, 1157, 558, 1167]
